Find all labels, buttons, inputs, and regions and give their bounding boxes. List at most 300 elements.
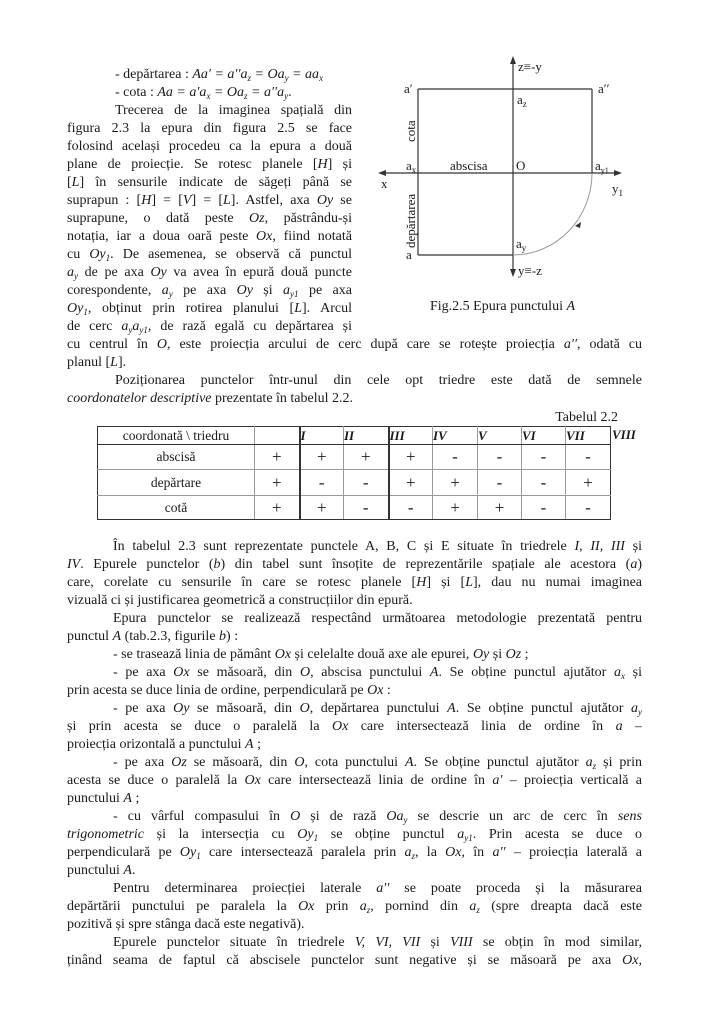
subscript: y1 xyxy=(464,833,473,843)
text-line xyxy=(67,592,642,610)
ax-sub: x xyxy=(411,165,417,175)
text-line xyxy=(67,390,642,408)
subscript: z xyxy=(476,905,480,915)
subscript: x xyxy=(319,73,324,83)
header-II: II xyxy=(344,427,389,445)
italic-text: V xyxy=(182,193,192,208)
header-IV: IV xyxy=(433,427,478,445)
italic-text: I, II, III xyxy=(574,539,625,554)
subscript: x xyxy=(621,671,625,681)
a-second-label: a′′ xyxy=(598,81,610,96)
cota-label: cota xyxy=(403,120,418,142)
text-run: - pe axa xyxy=(113,755,172,770)
caption-text: Fig.2.5 Epura punctului xyxy=(429,299,567,314)
text-run: : xyxy=(383,683,391,698)
sign-cell: + xyxy=(300,496,344,520)
text-line xyxy=(113,700,642,718)
sign-cell: - xyxy=(566,496,611,520)
origin-label: O xyxy=(516,158,526,173)
text-run: - cota : xyxy=(115,85,158,100)
ay-sub: y xyxy=(521,243,527,253)
italic-text: Oz xyxy=(249,211,265,226)
corner-header: coordonată \ triedru xyxy=(98,427,255,445)
text-run: punctului xyxy=(67,791,124,806)
header-III: III xyxy=(389,427,433,445)
italic-text: VIII xyxy=(450,935,473,950)
sign-cell: - xyxy=(478,470,522,496)
italic-text: = Oa xyxy=(210,85,244,100)
ay1-sub: y1 xyxy=(600,166,609,175)
italic-text: L xyxy=(71,175,80,190)
italic-text: O xyxy=(290,809,301,824)
text-run: . Epurele punctelor ( xyxy=(80,557,214,572)
arrow-down-icon xyxy=(510,269,516,277)
text-line xyxy=(67,898,642,916)
text-run: de cerc xyxy=(67,319,122,334)
text-run: – proiecția verticală a xyxy=(502,773,643,788)
italic-text: A xyxy=(112,629,122,644)
table-row xyxy=(98,470,611,496)
italic-text: L xyxy=(222,193,231,208)
text-run: și la intersecția cu xyxy=(144,827,298,842)
italic-text: Oy xyxy=(236,283,253,298)
text-run: ] în sensurile indicate de săgeți până se xyxy=(79,175,352,190)
text-run: (spre dreapta dacă este xyxy=(479,899,642,914)
text-run: de pe axa xyxy=(78,265,151,280)
italic-text: a xyxy=(615,719,623,734)
sign-cell: - xyxy=(522,445,566,470)
text-run: se măsoară, din xyxy=(189,701,300,716)
y1-axis-label xyxy=(612,181,623,198)
text-line xyxy=(113,880,642,898)
italic-text: Oy xyxy=(150,265,167,280)
sign-cell: + xyxy=(255,496,300,520)
text-run: corespondente, xyxy=(67,283,162,298)
italic-text: a′′ xyxy=(492,845,506,860)
text-run: . Se obține punctul ajutător xyxy=(438,665,614,680)
text-run: ; xyxy=(131,791,140,806)
text-line xyxy=(67,682,642,700)
y1-sub: 1 xyxy=(618,188,623,198)
text-run: , păstrându-și xyxy=(264,211,352,226)
text-run: pe axa xyxy=(172,283,237,298)
row-label: abscisă xyxy=(98,445,255,470)
italic-text: O xyxy=(156,337,168,352)
sign-cell: + xyxy=(255,470,300,496)
sign-cell: - xyxy=(522,496,566,520)
text-run: se obțin în mod similar, xyxy=(472,935,642,950)
header-I: I xyxy=(300,427,344,445)
text-run: se descrie un arc de cerc în xyxy=(407,809,618,824)
text-line xyxy=(67,952,642,970)
subscript: y xyxy=(284,73,289,83)
text-run: , pornind din xyxy=(370,899,470,914)
text-line xyxy=(67,556,642,574)
italic-text: Ox xyxy=(445,845,462,860)
x-axis-label: x xyxy=(381,176,388,191)
italic-text: a xyxy=(585,755,593,770)
text-run: , fiind notată xyxy=(272,229,352,244)
ay1-label xyxy=(595,158,609,175)
sign-cell: - xyxy=(478,445,522,470)
sign-cell: + xyxy=(566,470,611,496)
italic-text: O xyxy=(299,701,310,716)
italic-text: Ox xyxy=(298,899,315,914)
text-run: se obține punctul xyxy=(318,827,458,842)
table-row xyxy=(98,496,611,520)
italic-text: Oy xyxy=(67,301,84,316)
text-run: În tabelul 2.3 sunt reprezentate punctele A, B, C și E situate în triedrele xyxy=(113,539,575,554)
subscript: 1 xyxy=(313,833,319,843)
text-run: - cu vârful compasului în xyxy=(113,809,291,824)
text-run: care intersectează paralela prin xyxy=(200,845,405,860)
text-run: ]. Astfel, axa xyxy=(230,193,317,208)
text-run: - se trasează linia de pământ xyxy=(113,647,275,662)
italic-text: Ox xyxy=(331,719,349,734)
italic-text: O xyxy=(299,665,311,680)
italic-text: Ox xyxy=(274,647,292,662)
subscript: x xyxy=(206,91,211,101)
text-run: prin acesta se duce linia de ordine, perpendiculară pe xyxy=(67,683,368,698)
text-run: Epura punctelor se realizează respectând următoarea metodologie prezentată pentru xyxy=(113,611,642,626)
text-run: , xyxy=(638,953,642,968)
italic-text: a xyxy=(283,283,291,298)
italic-text: trigonometric xyxy=(67,827,144,842)
ay-label xyxy=(516,236,527,253)
italic-text: H xyxy=(317,157,328,172)
italic-text: A xyxy=(245,737,254,752)
italic-text: b xyxy=(219,629,227,644)
italic-text: IV xyxy=(67,557,81,572)
sign-cell: + xyxy=(389,445,433,470)
sign-cell: - xyxy=(566,445,611,470)
italic-text: A xyxy=(123,791,132,806)
italic-text: L xyxy=(110,355,118,370)
text-line xyxy=(113,646,642,664)
italic-text: H xyxy=(141,193,152,208)
subscript: y xyxy=(168,289,173,299)
text-run: se xyxy=(333,193,352,208)
text-line xyxy=(67,790,642,808)
italic-text: Oy xyxy=(472,647,490,662)
italic-text: Aa′ = a′′a xyxy=(192,67,248,82)
italic-text: O xyxy=(294,755,305,770)
row-label: depărtare xyxy=(98,470,255,496)
text-run: - pe axa xyxy=(113,665,174,680)
text-line xyxy=(113,664,642,682)
sign-cell: - xyxy=(433,445,478,470)
subscript: 1 xyxy=(83,307,88,317)
text-run: ], dau nu numai imaginea xyxy=(472,575,643,590)
text-run: ) xyxy=(637,557,642,572)
italic-text: a′′ xyxy=(376,881,390,896)
italic-text: b xyxy=(213,557,221,572)
text-run: pozitivă și spre stânga dacă este negativă). xyxy=(67,917,305,932)
text-run: va avea în epură două puncte xyxy=(166,265,352,280)
header-VII: VII xyxy=(566,427,611,445)
text-line xyxy=(67,574,642,592)
italic-text: = Oa xyxy=(251,67,285,82)
text-run: punctul xyxy=(67,629,113,644)
italic-text: a xyxy=(132,319,140,334)
text-line xyxy=(67,862,642,880)
italic-text: a xyxy=(469,899,477,914)
text-run: vizuală ci și justificarea geometrică a construcțiilor din epură. xyxy=(67,593,413,608)
italic-text: Oy xyxy=(316,193,334,208)
text-run: , abscisa punctului xyxy=(310,665,430,680)
italic-text: a xyxy=(457,827,465,842)
italic-text: Oy xyxy=(173,701,190,716)
text-run: Epurele punctelor situate în triedrele xyxy=(113,935,355,950)
text-run: plane de proiecție. Se rotesc planele [ xyxy=(67,157,318,172)
italic-text: Oy xyxy=(89,247,106,262)
text-run: planul [ xyxy=(67,355,111,370)
italic-text: Ox xyxy=(367,683,384,698)
italic-text: V, VI, VII xyxy=(354,935,421,950)
italic-text: H xyxy=(416,575,427,590)
italic-text: a xyxy=(630,557,638,572)
ay1-text: a xyxy=(595,158,601,173)
text-run: . Prin acesta se duce o xyxy=(472,827,642,842)
text-run: , cota punctului xyxy=(304,755,406,770)
italic-text: = aa xyxy=(288,67,320,82)
text-run: , este proiecția arcului de cerc după care se rotește proiecția xyxy=(167,337,564,352)
italic-text: L xyxy=(465,575,473,590)
text-run: se măsoară, din xyxy=(189,665,300,680)
sign-cell: - xyxy=(522,470,566,496)
text-run: ținând seama de faptul că abscisele punctelor sunt negative și se măsoară pe axa xyxy=(67,953,623,968)
text-run: care, corelate cu sensurile în care se rotesc planele [ xyxy=(67,575,417,590)
epura-figure xyxy=(0,0,708,330)
row-label: cotă xyxy=(98,496,255,520)
subscript: z xyxy=(366,905,371,915)
departarea-label: depărtarea xyxy=(403,193,418,248)
text-run: perpendiculară pe xyxy=(67,845,180,860)
sign-cell: - xyxy=(344,470,389,496)
text-run: punctului xyxy=(67,863,124,878)
text-run: - pe axa xyxy=(113,701,174,716)
text-run: (tab.2.3, figurile xyxy=(121,629,220,644)
subscript: y xyxy=(638,707,642,717)
text-run: prezentate în tabelul 2.2. xyxy=(211,391,354,406)
italic-text: Ox xyxy=(256,229,273,244)
arrow-up-icon xyxy=(510,56,516,64)
text-run: și xyxy=(624,539,642,554)
text-run: depărtării punctului pe paralela la xyxy=(67,899,299,914)
sign-cell: - xyxy=(300,470,344,496)
text-run: suprapun : [ xyxy=(67,193,142,208)
subscript: z xyxy=(592,761,597,771)
subscript: z xyxy=(247,73,252,83)
text-run: ] = [ xyxy=(151,193,183,208)
text-run: ]. xyxy=(117,355,127,370)
text-run: Poziționarea punctelor într-unul din cele opt triedre este dată de semnele xyxy=(115,373,642,388)
italic-text: a′ xyxy=(492,773,503,788)
text-run: se poate proceda și la măsurarea xyxy=(389,881,642,896)
caption-point: A xyxy=(566,299,576,314)
italic-text: Oa xyxy=(386,809,404,824)
text-run: ] = [ xyxy=(191,193,223,208)
text-run: folosind același procedeu ca la epura a două xyxy=(67,139,352,154)
text-line xyxy=(67,736,642,754)
subscript: z xyxy=(244,91,248,101)
text-run: , depărtarea punctului xyxy=(309,701,448,716)
subscript: 1 xyxy=(105,253,111,263)
header-V: V xyxy=(478,427,522,445)
text-line xyxy=(67,772,642,790)
subscript: y1 xyxy=(290,289,299,299)
text-run: ; xyxy=(253,737,261,752)
text-line xyxy=(67,628,642,646)
text-run: și celelalte două axe ale epurei, xyxy=(291,647,473,662)
text-run: – xyxy=(622,719,642,734)
text-run: și xyxy=(489,647,506,662)
text-run: se măsoară, din xyxy=(186,755,295,770)
text-run: ) : xyxy=(226,629,239,644)
sign-cell: - xyxy=(389,496,433,520)
text-run: ; xyxy=(521,647,529,662)
text-run: ] și [ xyxy=(426,575,466,590)
text-run: și xyxy=(625,665,642,680)
empty-header xyxy=(255,427,300,445)
ax-label xyxy=(406,158,417,175)
header-VIII: VIII xyxy=(612,427,636,442)
text-run: care intersectează linia de ordine în xyxy=(348,719,616,734)
az-label xyxy=(517,92,527,109)
z-axis-label: z≡-y xyxy=(518,59,542,74)
text-run: care intersectează linia de ordine în xyxy=(260,773,493,788)
text-line xyxy=(113,808,642,826)
text-run: ] și xyxy=(327,157,353,172)
text-run: pe axa xyxy=(298,283,352,298)
text-line xyxy=(67,826,642,844)
a-prime-label: a′ xyxy=(404,81,413,96)
text-run: [ xyxy=(67,175,72,190)
italic-text: a xyxy=(359,899,367,914)
text-run: . Se obține punctul ajutător xyxy=(455,701,631,716)
header-VI: VI xyxy=(522,427,566,445)
ay-text: a xyxy=(516,236,522,251)
text-run: și xyxy=(252,283,284,298)
table-header-row xyxy=(98,427,611,445)
sign-cell: + xyxy=(433,470,478,496)
text-line xyxy=(67,718,642,736)
text-run: ) din tabel sunt însoțite de reprezentările spațiale ale acestora ( xyxy=(220,557,631,572)
text-run: și xyxy=(420,935,451,950)
text-line xyxy=(67,354,642,372)
text-run: și prin xyxy=(596,755,642,770)
italic-text: Ox xyxy=(622,953,639,968)
table-caption: Tabelul 2.2 xyxy=(555,410,618,425)
table-row xyxy=(98,445,611,470)
subscript: y xyxy=(74,271,78,281)
text-line xyxy=(113,610,642,628)
italic-text: a xyxy=(631,701,638,716)
italic-text: a xyxy=(404,845,412,860)
italic-text: = a′′a xyxy=(247,85,285,100)
text-run: . xyxy=(131,863,136,878)
text-run: Pentru determinarea proiecției laterale xyxy=(113,881,377,896)
text-line xyxy=(113,934,642,952)
text-line xyxy=(67,916,642,934)
italic-text: A xyxy=(123,863,132,878)
text-run: - depărtarea : xyxy=(115,67,193,82)
italic-text: a′′ xyxy=(563,337,577,352)
sign-cell: + xyxy=(255,445,300,470)
sign-cell: + xyxy=(478,496,522,520)
text-run: – proiecția laterală a xyxy=(505,845,643,860)
text-run: ]. Arcul xyxy=(302,301,352,316)
italic-text: Aa = a′a xyxy=(157,85,207,100)
sign-cell: - xyxy=(344,496,389,520)
subscript: z xyxy=(411,851,416,861)
az-text: a xyxy=(517,92,523,107)
text-run: , la xyxy=(415,845,446,860)
text-run: figura 2.3 la epura din figura 2.5 se face xyxy=(67,121,352,136)
text-run: proiecția orizontală a punctului xyxy=(67,737,246,752)
text-line xyxy=(115,372,642,390)
sign-cell: + xyxy=(300,445,344,470)
sign-cell: + xyxy=(389,470,433,496)
italic-text: Oy xyxy=(179,845,197,860)
sign-cell: + xyxy=(433,496,478,520)
text-run: . xyxy=(288,85,292,100)
ax-text: a xyxy=(406,158,412,173)
italic-text: Oy xyxy=(297,827,314,842)
arrow-right-icon xyxy=(614,170,622,176)
y1-text: y xyxy=(612,181,619,196)
subscript: y1 xyxy=(139,325,148,335)
italic-text: A xyxy=(405,755,414,770)
subscript: y xyxy=(403,815,408,825)
text-run: . De asemenea, se observă că punctul xyxy=(110,247,353,262)
text-run: notația, iar a doua oară peste xyxy=(67,229,257,244)
italic-text: A xyxy=(447,701,456,716)
sign-table xyxy=(97,426,611,520)
text-run: și prin acesta se duce o paralelă la xyxy=(67,719,332,734)
abscisa-label: abscisa xyxy=(450,158,488,173)
text-run: , în xyxy=(461,845,493,860)
subscript: y xyxy=(128,325,133,335)
text-line xyxy=(113,538,642,556)
figure-caption xyxy=(380,299,625,315)
text-run: prin xyxy=(314,899,360,914)
italic-text: Ox xyxy=(244,773,261,788)
text-run: cu centrul în xyxy=(67,337,157,352)
subscript: 1 xyxy=(196,851,201,861)
italic-text: A xyxy=(429,665,439,680)
text-line xyxy=(67,844,642,862)
text-run: suprapune, o dată peste xyxy=(67,211,250,226)
italic-text: Oz xyxy=(505,647,522,662)
italic-text: Oz xyxy=(171,755,187,770)
az-sub: z xyxy=(522,99,527,109)
text-run: , odată cu xyxy=(577,337,642,352)
text-run: . Se obține punctul ajutător xyxy=(413,755,586,770)
italic-text: a xyxy=(121,319,129,334)
italic-text: a xyxy=(67,265,74,280)
text-run: cu xyxy=(67,247,90,262)
a-label: a xyxy=(406,247,412,262)
text-run: Trecerea de la imaginea spațială din xyxy=(115,103,352,118)
sign-cell: + xyxy=(344,445,389,470)
italic-text: L xyxy=(294,301,303,316)
text-run: , de rază egală cu depărtarea și xyxy=(147,319,352,334)
text-line xyxy=(113,754,642,772)
text-run: acesta se duce o paralelă la xyxy=(67,773,245,788)
italic-text: a xyxy=(161,283,169,298)
text-run: și de rază xyxy=(300,809,387,824)
